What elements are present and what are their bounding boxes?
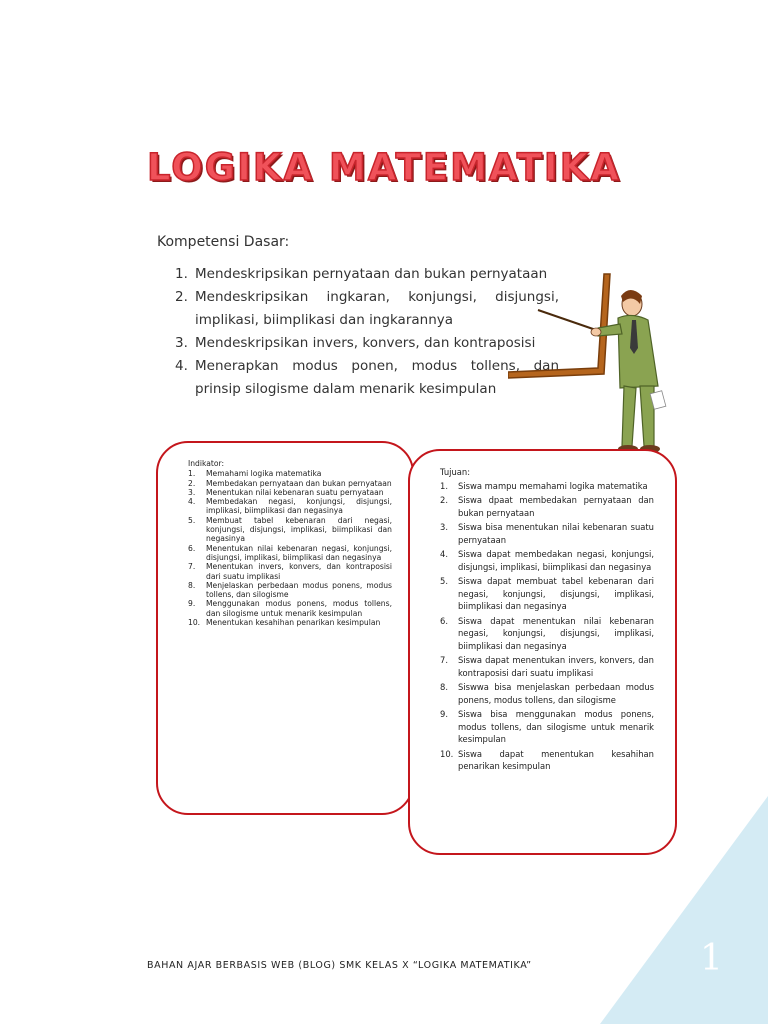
list-item: 4. Siswa dapat membedakan negasi, konjungsi, disjungsi, implikasi, biimplikasi dan negasinya [440, 549, 654, 572]
corner-triangle-decoration [600, 796, 768, 1024]
list-item: 9. Menggunakan modus ponens, modus tollens, dan silogisme untuk menarik kesimpulan [188, 599, 392, 618]
list-item: 10. Siswa dapat menentukan kesahihan penarikan kesimpulan [440, 748, 654, 771]
page-title: LOGIKA MATEMATIKA [146, 146, 622, 189]
list-item: 5. Siswa dapat membuat tabel kebenaran dari negasi, konjungsi, disjungsi, implikasi, biimplikasi dan negasinya [440, 576, 654, 611]
list-item: 3. Siswa bisa menentukan nilai kebenaran suatu pernyataan [440, 522, 654, 545]
indikator-list [188, 469, 392, 627]
footer-text: BAHAN AJAR BERBASIS WEB (BLOG) SMK KELAS X “LOGIKA MATEMATIKA” [147, 960, 532, 971]
list-item: 2. Siswa dpaat membedakan pernyataan dan bukan pernyataan [440, 495, 654, 518]
indikator-heading: Indikator: [188, 459, 225, 468]
list-item: 4. Membedakan negasi, konjungsi, disjungsi, implikasi, biimplikasi dan negasinya [188, 497, 392, 516]
list-item: 5. Membuat tabel kebenaran dari negasi, konjungsi, disjungsi, implikasi, biimplikasi dan negasinya [188, 515, 392, 544]
list-item: 1. Memahami logika matematika [188, 469, 322, 479]
list-item: 9. Siswa bisa menggunakan modus ponens, modus tollens, dan silogisme untuk menarik kesimpulan [440, 709, 654, 744]
tujuan-section [440, 466, 654, 775]
list-item: 1. Siswa mampu memahami logika matematika [440, 480, 648, 491]
list-item: 6. Menentukan nilai kebenaran negasi, konjungsi, disjungsi, implikasi, biimplikasi dan negasinya [188, 543, 392, 562]
list-item: 6. Siswa dapat menentukan nilai kebenaran negasi, konjungsi, disjungsi, implikasi, biimplikasi dan negasinya [440, 615, 654, 651]
indikator-section [188, 459, 392, 627]
list-item: 10. Menentukan kesahihan penarikan kesimpulan [188, 618, 381, 628]
list-item: 3. Menentukan nilai kebenaran suatu pernyataan [188, 487, 384, 497]
tujuan-list [440, 480, 654, 773]
tujuan-heading: Tujuan: [440, 467, 471, 477]
list-item: 8. Siswwa bisa menjelaskan perbedaan modus ponens, modus tollens, dan silogisme [440, 682, 654, 705]
list-item: 7. Siswa dapat menentukan invers, konvers, dan kontraposisi dari suatu implikasi [440, 655, 654, 678]
list-item: 8. Menjelaskan perbedaan modus ponens, modus tollens, dan silogisme [188, 580, 392, 600]
kompetensi-heading: Kompetensi Dasar: [157, 234, 290, 250]
list-item: 7. Menentukan invers, konvers, dan kontraposisi dari suatu implikasi [188, 562, 392, 581]
list-item: 4. Menerapkan modus ponen, modus tollens, dan prinsip silogisme dalam menarik kesimpulan [175, 358, 559, 397]
list-item: 1. Mendeskripsikan pernyataan dan bukan pernyataan [175, 266, 548, 282]
list-item: 3. Mendeskripsikan invers, konvers, dan kontraposisi [175, 335, 536, 351]
list-item: 2. Mendeskripsikan ingkaran, konjungsi, disjungsi, implikasi, biimplikasi dan ingkarannya [175, 289, 559, 328]
teacher-illustration-icon [508, 268, 668, 458]
kompetensi-list [175, 263, 559, 401]
list-item: 2. Membedakan pernyataan dan bukan pernyataan [188, 478, 392, 488]
page-number: 1 [700, 938, 723, 979]
